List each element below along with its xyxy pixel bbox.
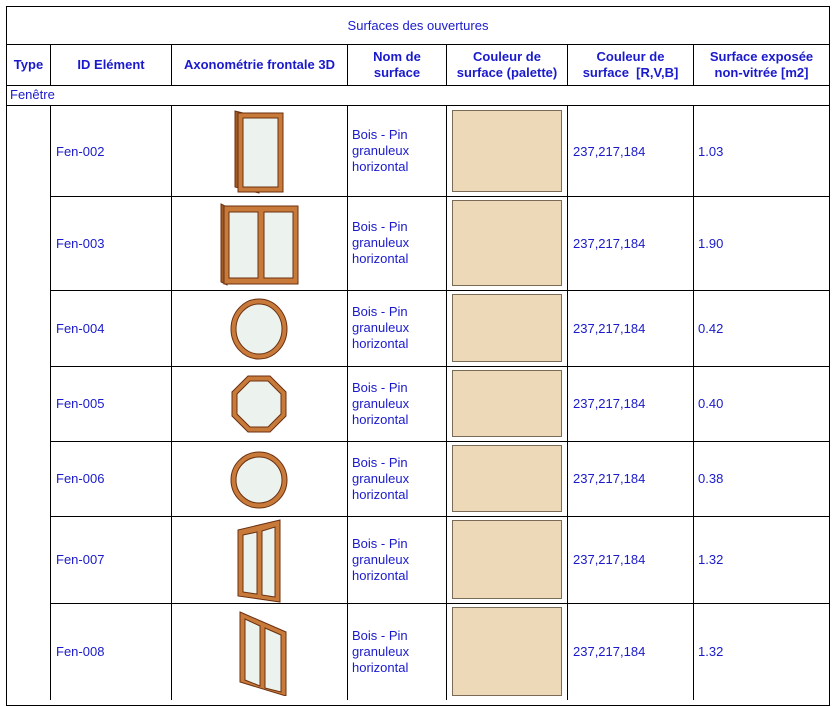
surface-rgb: 237,217,184 xyxy=(573,396,646,411)
surface-name xyxy=(352,441,409,516)
color-swatch xyxy=(452,607,562,696)
element-id: Fen-007 xyxy=(56,552,105,567)
header-rgb: Couleur de surface [R,V,B] xyxy=(582,49,679,80)
group-label: Fenêtre xyxy=(10,87,55,102)
color-swatch xyxy=(452,445,562,512)
surface-name-line: horizontal xyxy=(352,336,409,351)
header-axonometry: Axonométrie frontale 3D xyxy=(184,57,335,72)
exposed-area: 1.32 xyxy=(698,644,724,659)
header-id: ID Elément xyxy=(77,57,145,72)
surface-name-line: Bois - Pin xyxy=(352,219,408,234)
surface-name xyxy=(352,290,409,366)
table-rule xyxy=(6,85,830,86)
surface-name-line: Bois - Pin xyxy=(352,304,408,319)
element-id: Fen-008 xyxy=(56,644,105,659)
surface-name xyxy=(352,196,409,290)
element-id: Fen-002 xyxy=(56,143,105,159)
surface-name xyxy=(352,603,409,700)
slanted-casement-window-icon xyxy=(214,610,304,696)
header-surface-name: Nom de surface xyxy=(373,49,421,80)
surface-name-line: Bois - Pin xyxy=(352,454,408,470)
header-palette: Couleur de surface (palette) xyxy=(456,49,558,80)
table-title: Surfaces des ouvertures xyxy=(7,7,829,45)
column-rule xyxy=(446,105,447,700)
surface-rgb: 237,217,184 xyxy=(573,143,646,159)
exposed-area: 1.03 xyxy=(698,143,724,159)
header-exposed-area: Surface exposée non-vitrée [m2] xyxy=(709,49,814,80)
surface-name-line: horizontal xyxy=(352,159,409,174)
column-rule xyxy=(171,44,172,85)
column-rule xyxy=(347,44,348,85)
element-id: Fen-003 xyxy=(56,235,105,251)
surface-name-line: horizontal xyxy=(352,251,409,266)
header-type: Type xyxy=(13,57,44,72)
table-rule xyxy=(6,44,830,45)
surface-name-line: granuleux xyxy=(352,320,410,335)
surface-rgb: 237,217,184 xyxy=(573,320,646,336)
surface-rgb: 237,217,184 xyxy=(573,644,646,659)
exposed-area: 1.32 xyxy=(698,552,724,567)
element-id: Fen-006 xyxy=(56,471,105,486)
surface-name-line: horizontal xyxy=(352,486,409,502)
surface-name-line: Bois - Pin xyxy=(352,127,408,142)
element-id: Fen-005 xyxy=(56,396,105,411)
exposed-area: 0.38 xyxy=(698,471,724,486)
surface-name-line: granuleux xyxy=(352,143,410,158)
column-rule xyxy=(693,105,694,700)
column-rule xyxy=(446,44,447,85)
surface-rgb: 237,217,184 xyxy=(573,471,646,486)
surface-rgb: 237,217,184 xyxy=(573,235,646,251)
column-rule xyxy=(693,44,694,85)
surface-name-line: Bois - Pin xyxy=(352,535,408,551)
surface-name-line: granuleux xyxy=(352,235,410,250)
rect-window-icon xyxy=(214,109,304,195)
color-swatch xyxy=(452,110,562,192)
double-window-icon xyxy=(214,201,304,287)
column-rule xyxy=(567,105,568,700)
color-swatch xyxy=(452,200,562,286)
color-swatch xyxy=(452,520,562,599)
exposed-area: 1.90 xyxy=(698,235,724,251)
surface-name xyxy=(352,366,409,441)
element-id: Fen-004 xyxy=(56,320,105,336)
surface-rgb: 237,217,184 xyxy=(573,552,646,567)
surface-name-line: horizontal xyxy=(352,659,409,675)
color-swatch xyxy=(452,370,562,437)
surface-name-line: Bois - Pin xyxy=(352,379,408,395)
surface-name xyxy=(352,516,409,603)
exposed-area: 0.40 xyxy=(698,396,724,411)
column-rule xyxy=(347,105,348,700)
oval-window-icon xyxy=(214,286,304,372)
surface-name-line: granuleux xyxy=(352,395,410,411)
octagon-window-icon xyxy=(214,362,304,448)
color-swatch xyxy=(452,294,562,362)
column-rule xyxy=(50,44,51,85)
round-window-icon xyxy=(214,437,304,523)
surface-name xyxy=(352,106,409,196)
surface-name-line: horizontal xyxy=(352,567,409,583)
surface-name-line: horizontal xyxy=(352,411,409,427)
surface-name-line: granuleux xyxy=(352,470,410,486)
surface-name-line: granuleux xyxy=(352,551,410,567)
column-rule xyxy=(567,44,568,85)
column-rule xyxy=(50,105,51,700)
exposed-area: 0.42 xyxy=(698,320,724,336)
surface-name-line: Bois - Pin xyxy=(352,627,408,643)
column-rule xyxy=(171,105,172,700)
double-casement-window-icon xyxy=(214,518,304,604)
surface-name-line: granuleux xyxy=(352,643,410,659)
